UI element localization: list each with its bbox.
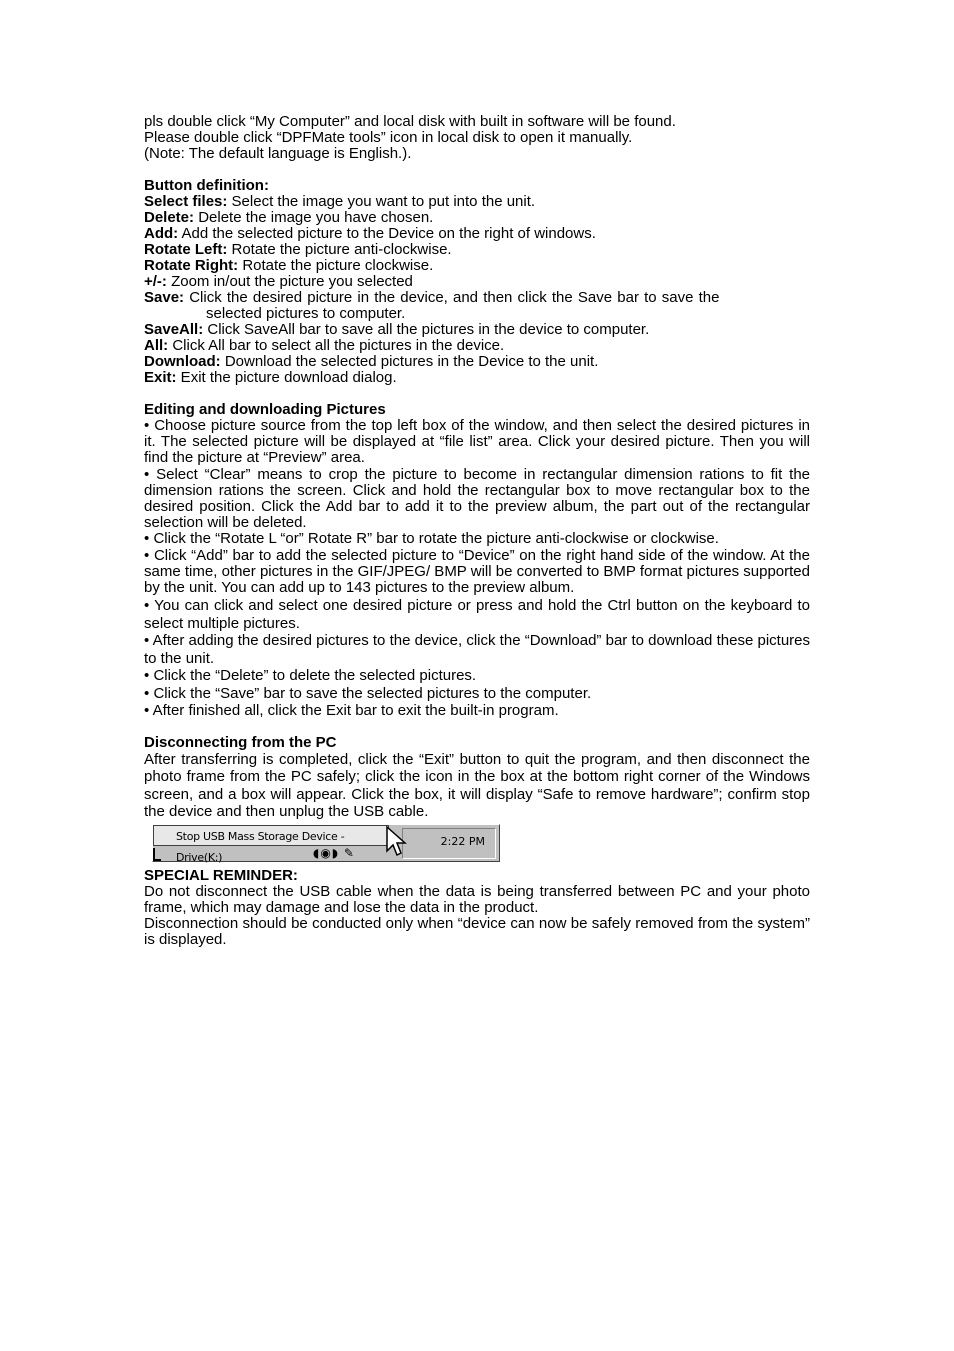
- term: Select files:: [144, 193, 228, 210]
- bullet-item: [144, 667, 810, 685]
- bullet-item: [144, 702, 810, 720]
- bullet-icon: •: [144, 684, 150, 702]
- definition-rotate-right: [144, 258, 810, 274]
- desc: Exit the picture download dialog.: [176, 369, 397, 386]
- button-definition-heading: Button definition:: [144, 177, 269, 194]
- bullet-text: After adding the desired pictures to the device, click the “Download” bar to download these pictures to the unit.: [144, 632, 810, 667]
- desc: Delete the image you have chosen.: [194, 209, 434, 226]
- definition-save-continued: selected pictures to computer.: [206, 305, 406, 322]
- definition-rotate-left: [144, 242, 810, 258]
- bullet-item: [144, 467, 810, 531]
- start-button-edge: [153, 848, 161, 861]
- definition-exit: [144, 370, 810, 386]
- bullet-item: [144, 548, 810, 596]
- bullet-text: Select “Clear” means to crop the picture to become in rectangular dimension rations to fit the dimension rations the screen. Click and hold the rectangular box to move rectangular box to the desired position. Click the Add bar to add it to the preview album, the part out of the rectangular selection will be deleted.: [144, 466, 811, 531]
- bullet-item: [144, 597, 810, 632]
- mouse-pointer-icon: [385, 825, 411, 859]
- definition-add: [144, 226, 810, 242]
- bullet-text: Click “Add” bar to add the selected picture to “Device” on the right hand side of the window. At the same time, other pictures in the GIF/JPEG/ BMP will be converted to BMP format pictures supported by the unit. You can add up to 143 pictures to the preview album.: [144, 547, 810, 596]
- bullet-icon: •: [144, 702, 150, 719]
- term: Delete:: [144, 209, 195, 226]
- bullet-item: [144, 685, 810, 703]
- definition-zoom: [144, 274, 810, 290]
- term: +/-:: [144, 273, 167, 290]
- reminder-text: Disconnection should be conducted only when “device can now be safely removed from the system” is displayed.: [144, 914, 810, 948]
- desc: Click the desired picture in the device, and then click the Save bar to save the: [184, 289, 720, 306]
- bullet-icon: •: [144, 547, 150, 564]
- bullet-item: [144, 418, 810, 466]
- bullet-icon: •: [144, 667, 150, 684]
- term: Save:: [144, 289, 185, 306]
- bullet-item: [144, 531, 810, 547]
- bullet-icon: •: [144, 417, 150, 434]
- bullet-text: After finished all, click the Exit bar to exit the built-in program.: [152, 702, 559, 719]
- stop-device-popup[interactable]: Stop USB Mass Storage Device - Drive(K:): [153, 825, 389, 846]
- bullet-icon: •: [144, 466, 150, 483]
- desc: Click SaveAll bar to save all the pictures in the device to computer.: [203, 321, 650, 338]
- definition-delete: [144, 210, 810, 226]
- desc: Select the image you want to put into the unit.: [227, 193, 536, 210]
- disconnect-body: After transferring is completed, click the “Exit” button to quit the program, and then disconnect the photo frame from the PC safely; click the icon in the box at the bottom right corner of the Windows screen, and a box will appear. Click the box, it will display “Safe to remove hardware”; confirm stop the device and then unplug the USB cable.: [144, 750, 810, 820]
- disconnect-heading: Disconnecting from the PC: [144, 733, 337, 751]
- tray-clock: 2:22 PM: [440, 834, 485, 848]
- definition-saveall: [144, 322, 810, 338]
- bullet-item: [144, 632, 810, 667]
- bullet-icon: •: [144, 597, 150, 614]
- term: All:: [144, 337, 169, 354]
- term: Add:: [144, 225, 179, 242]
- definition-select-files: [144, 194, 810, 210]
- definition-save: [144, 290, 810, 306]
- taskbar-screenshot: [152, 824, 500, 862]
- bullet-text: Choose picture source from the top left box of the window, and then select the desired pictures in it. The selected picture will be displayed at “file list” area. Click your desired picture. Then you will find the picture at “Preview” area.: [144, 417, 810, 466]
- tray-icons[interactable]: ◖◉◗ ✎: [313, 845, 355, 860]
- intro-line: Please double click “DPFMate tools” icon in local disk to open it manually.: [144, 129, 633, 146]
- term: Exit:: [144, 369, 177, 386]
- bullet-text: You can click and select one desired picture or press and hold the Ctrl button on the keyboard to select multiple pictures.: [144, 597, 810, 632]
- document-page: [144, 114, 810, 949]
- intro-line: pls double click “My Computer” and local disk with built in software will be found.: [144, 113, 676, 130]
- desc: Add the selected picture to the Device on the right of windows.: [178, 225, 596, 242]
- bullet-icon: •: [144, 632, 150, 649]
- definition-all: [144, 338, 810, 354]
- term: Download:: [144, 353, 221, 370]
- definition-download: [144, 354, 810, 370]
- bullet-text: Click the “Save” bar to save the selected pictures to the computer.: [153, 684, 592, 702]
- term: Rotate Left:: [144, 241, 228, 258]
- editing-heading: Editing and downloading Pictures: [144, 401, 386, 418]
- desc: Zoom in/out the picture you selected: [166, 273, 413, 290]
- reminder-text: Do not disconnect the USB cable when the data is being transferred between PC and your photo frame, which may damage and lose the data in the product.: [144, 882, 810, 916]
- term: Rotate Right:: [144, 257, 239, 274]
- intro-line: (Note: The default language is English.).: [144, 145, 412, 162]
- desc: Download the selected pictures in the Device to the unit.: [220, 353, 599, 370]
- bullet-text: Click the “Delete” to delete the selected pictures.: [153, 667, 477, 684]
- desc: Rotate the picture clockwise.: [238, 257, 434, 274]
- desc: Click All bar to select all the pictures in the device.: [168, 337, 505, 354]
- special-reminder-heading: SPECIAL REMINDER:: [144, 866, 298, 884]
- bullet-icon: •: [144, 530, 150, 547]
- bullet-text: Click the “Rotate L “or” Rotate R” bar to rotate the picture anti-clockwise or clockwise.: [153, 530, 719, 547]
- term: SaveAll:: [144, 321, 204, 338]
- desc: Rotate the picture anti-clockwise.: [227, 241, 452, 258]
